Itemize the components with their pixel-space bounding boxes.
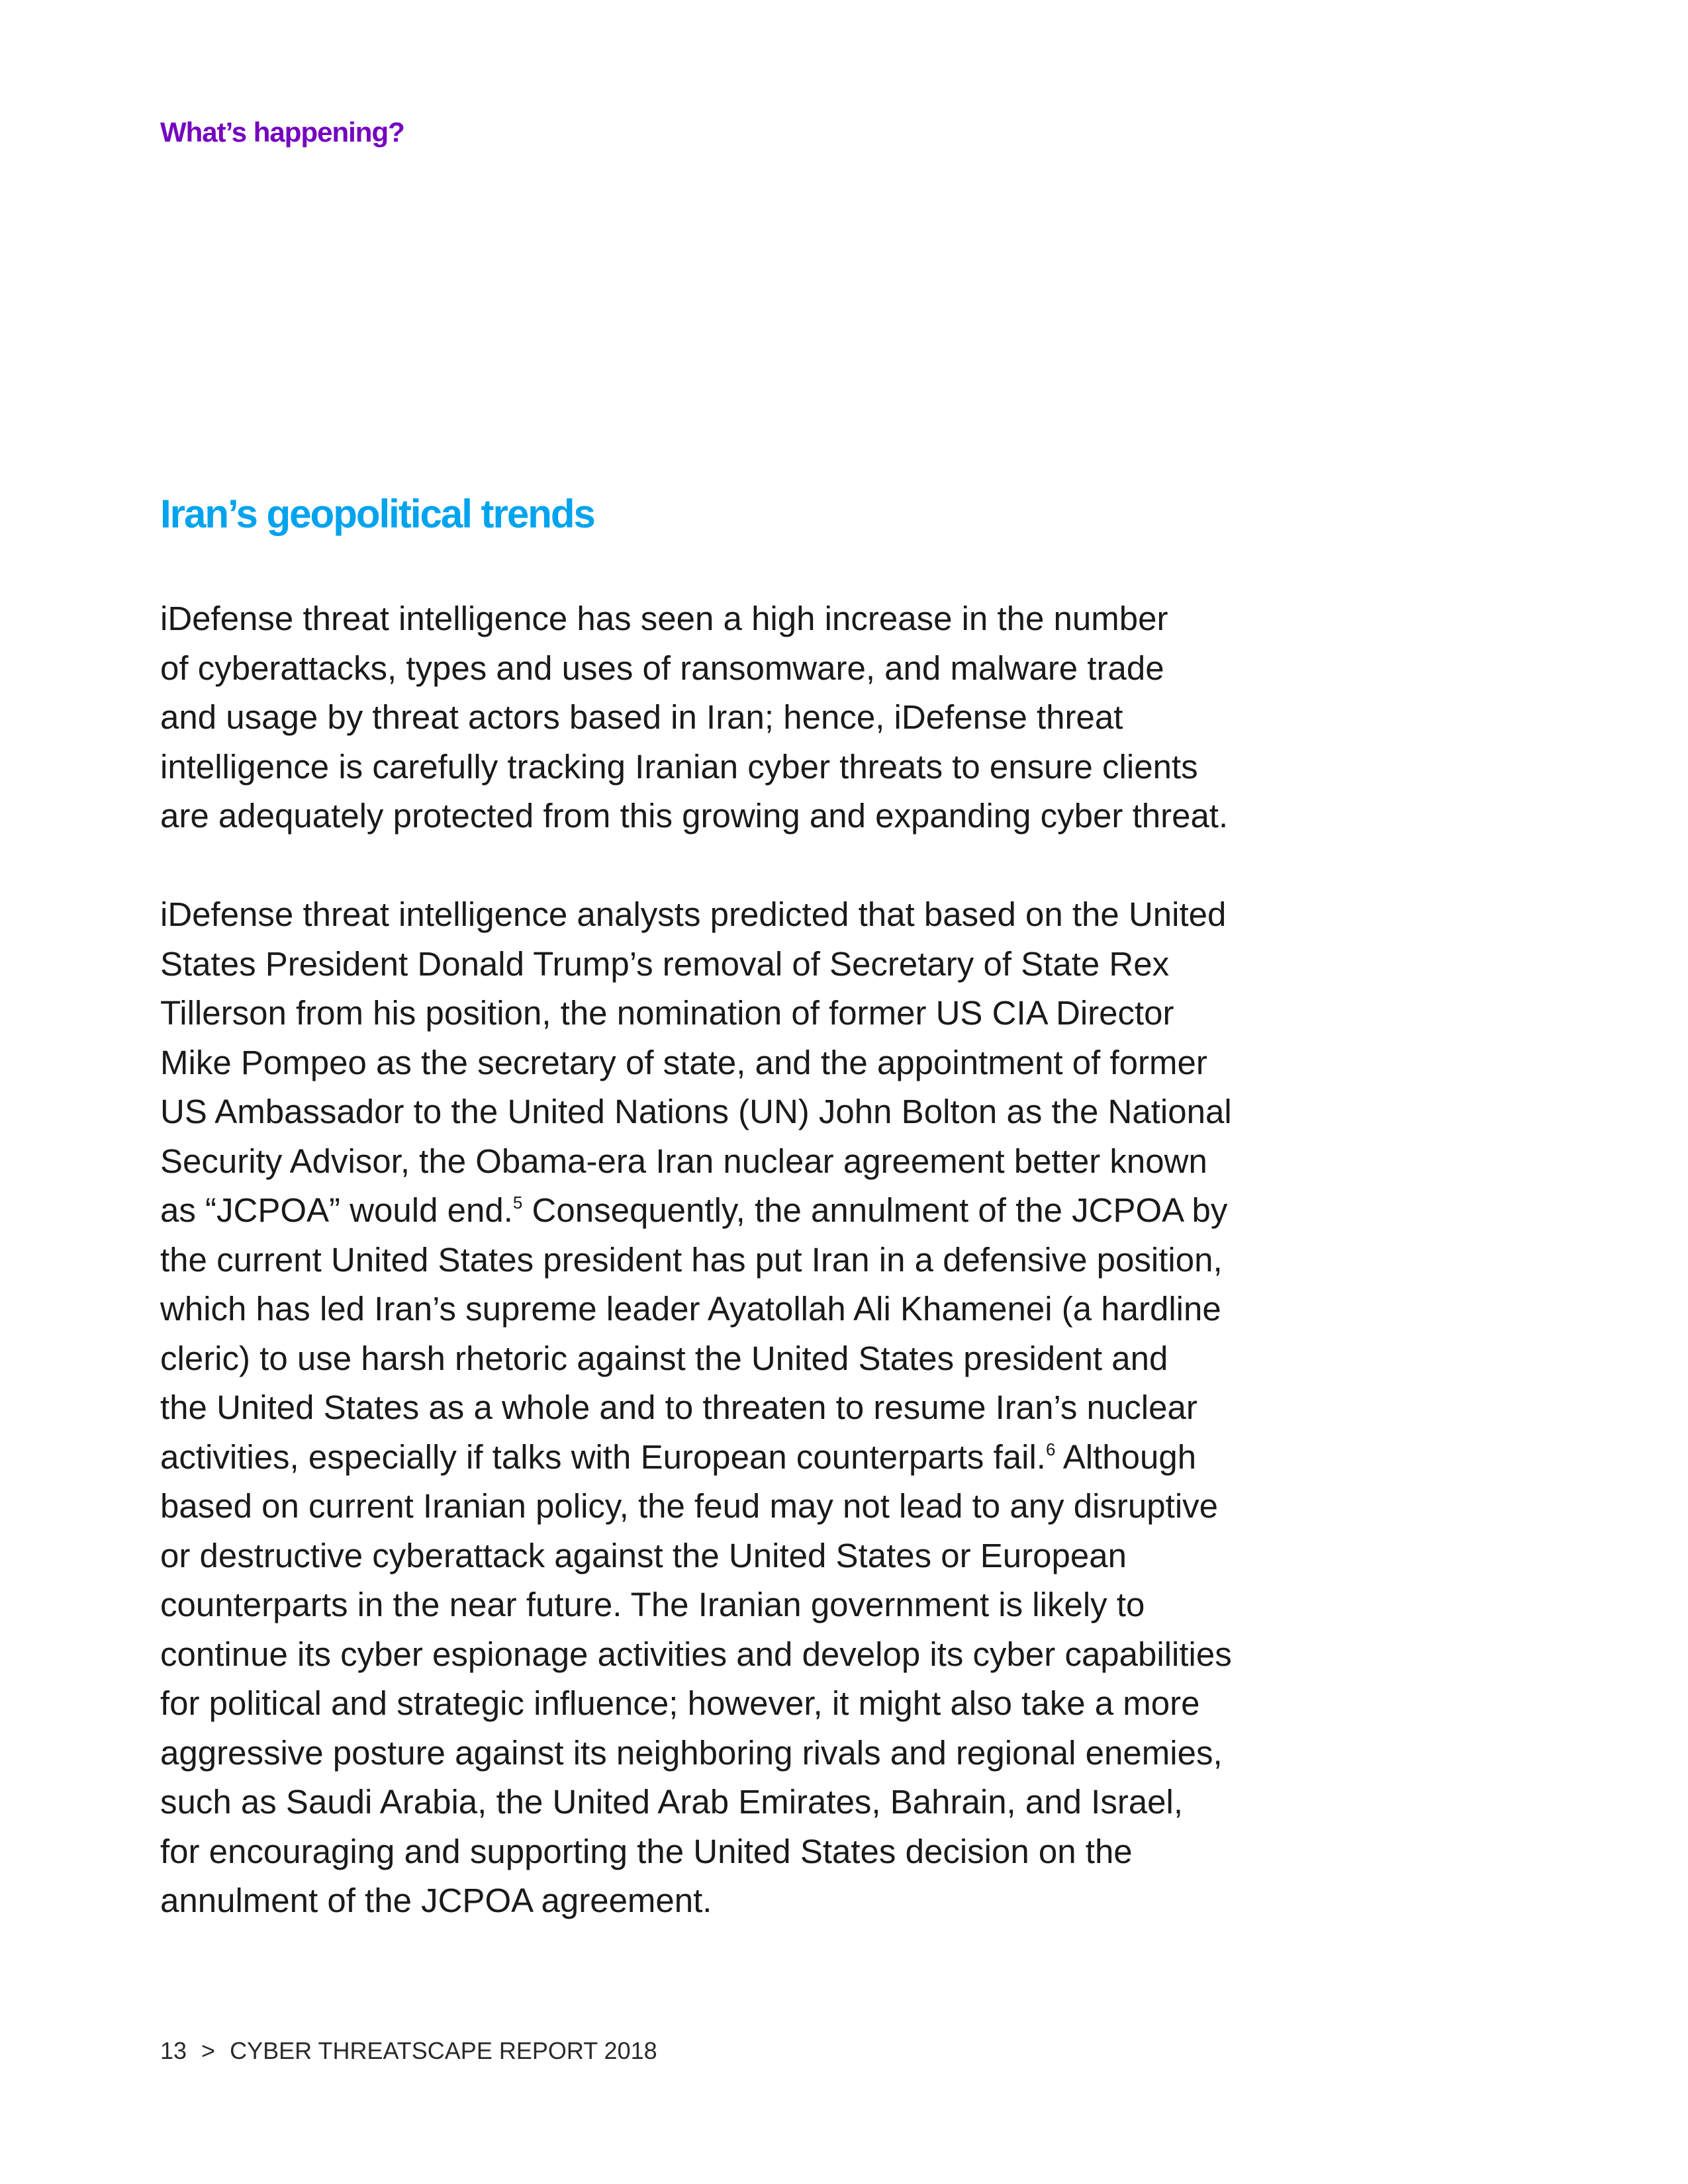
section-label: What’s happening?	[160, 116, 404, 148]
paragraph-line: the current United States president has put Iran in a defensive position,	[160, 1240, 1223, 1279]
line-text: activities, especially if talks with European counterparts fail.	[160, 1437, 1046, 1476]
article-title: Iran’s geopolitical trends	[160, 492, 594, 536]
page-number: 13	[160, 2037, 187, 2064]
paragraph-line: annulment of the JCPOA agreement.	[160, 1882, 712, 1919]
paragraph-line: or destructive cyberattack against the United States or European	[160, 1536, 1127, 1574]
paragraph-line: and usage by threat actors based in Iran; hence, iDefense threat	[160, 698, 1123, 736]
report-title: CYBER THREATSCAPE REPORT 2018	[230, 2037, 657, 2064]
paragraph-line: are adequately protected from this growing and expanding cyber threat.	[160, 797, 1229, 835]
line-text: as “JCPOA” would end.	[160, 1191, 513, 1229]
paragraph-line: of cyberattacks, types and uses of ransomware, and malware trade	[160, 649, 1164, 687]
paragraph-line: continue its cyber espionage activities and develop its cyber capabilities	[160, 1635, 1232, 1673]
paragraph-line: based on current Iranian policy, the feud may not lead to any disruptive	[160, 1487, 1219, 1525]
line-text: Consequently, the annulment of the JCPOA by	[522, 1191, 1228, 1229]
page-footer	[160, 2037, 657, 2065]
paragraph-line: US Ambassador to the United Nations (UN) John Bolton as the National	[160, 1093, 1232, 1130]
paragraph-line: for encouraging and supporting the United States decision on the	[160, 1832, 1133, 1870]
paragraph-line: the United States as a whole and to threaten to resume Iran’s nuclear	[160, 1388, 1197, 1426]
paragraph-line: iDefense threat intelligence analysts predicted that based on the United	[160, 895, 1227, 933]
paragraph-line: Tillerson from his position, the nomination of former US CIA Director	[160, 994, 1174, 1032]
paragraph-line-footnote-6	[160, 1433, 1418, 1482]
paragraph-line: cleric) to use harsh rhetoric against the United States president and	[160, 1339, 1168, 1377]
paragraph-line: Security Advisor, the Obama-era Iran nuclear agreement better known	[160, 1142, 1207, 1180]
paragraph-1	[160, 594, 1418, 841]
paragraph-line: such as Saudi Arabia, the United Arab Emirates, Bahrain, and Israel,	[160, 1783, 1184, 1821]
article-body	[160, 594, 1418, 1926]
paragraph-line: which has led Iran’s supreme leader Ayatollah Ali Khamenei (a hardline	[160, 1290, 1221, 1328]
footnote-ref-6: 6	[1045, 1439, 1056, 1459]
footer-separator: >	[201, 2037, 216, 2064]
footnote-ref-5: 5	[512, 1193, 523, 1212]
paragraph-line: States President Donald Trump’s removal of Secretary of State Rex	[160, 944, 1170, 983]
paragraph-line-footnote-5	[160, 1186, 1418, 1236]
paragraph-line: iDefense threat intelligence has seen a high increase in the number	[160, 600, 1168, 637]
paragraph-gap	[160, 841, 1418, 891]
line-text: Although	[1055, 1437, 1197, 1476]
paragraph-line: for political and strategic influence; however, it might also take a more	[160, 1684, 1200, 1722]
paragraph-line: aggressive posture against its neighboring rivals and regional enemies,	[160, 1733, 1223, 1772]
paragraph-line: counterparts in the near future. The Iranian government is likely to	[160, 1586, 1145, 1623]
paragraph-line: intelligence is carefully tracking Iranian cyber threats to ensure clients	[160, 747, 1198, 786]
paragraph-line: Mike Pompeo as the secretary of state, and the appointment of former	[160, 1043, 1207, 1081]
paragraph-2	[160, 890, 1418, 1926]
